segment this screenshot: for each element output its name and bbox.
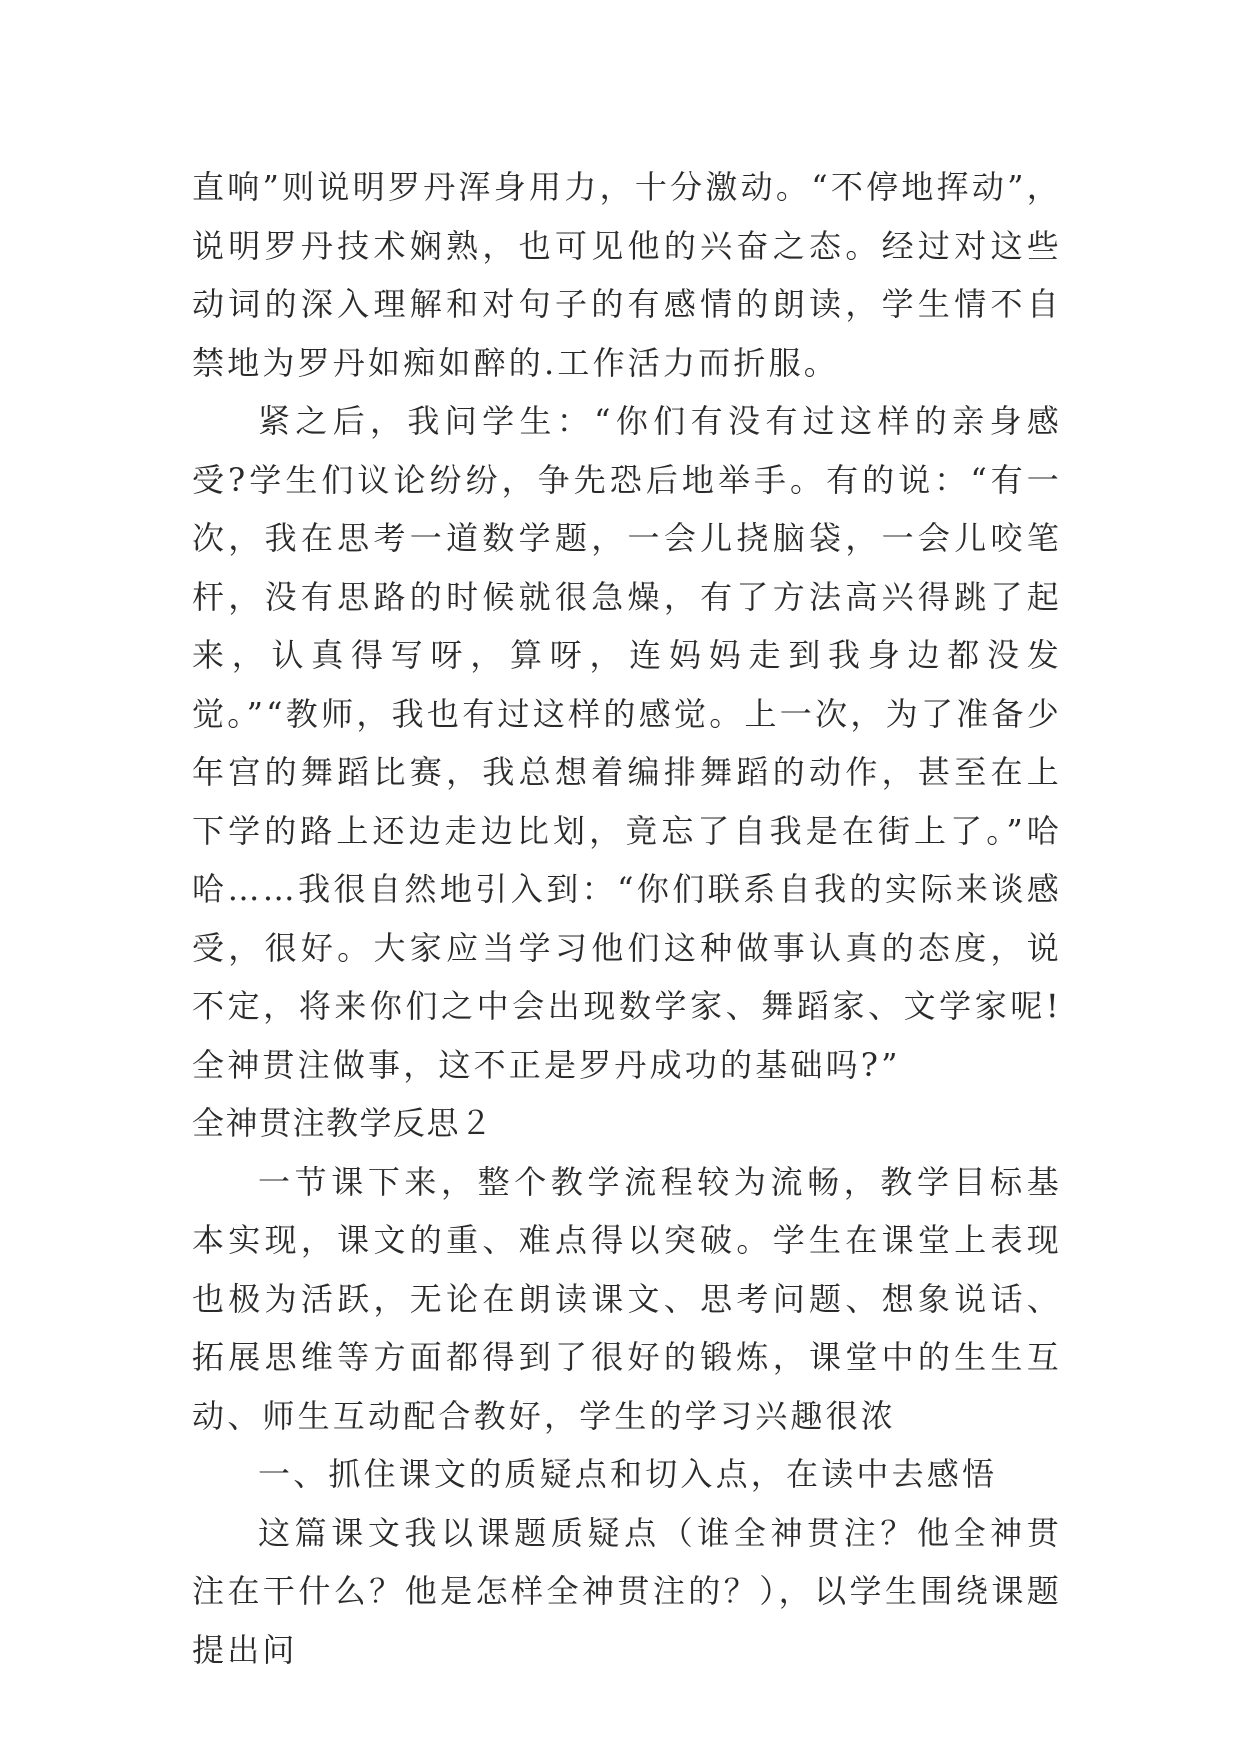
paragraph-continuation: 直响”则说明罗丹浑身用力，十分激动。“不停地挥动”，说明罗丹技术娴熟，也可见他的兴奋之态。经过对这些动词的深入理解和对句子的有感情的朗读，学生情不自禁地为罗丹如痴如醉的.工作活力而折服。: [192, 168, 1062, 382]
section-heading: 全神贯注教学反思２: [192, 1104, 494, 1142]
subheading-point-one: 一、抓住课文的质疑点和切入点，在读中去感悟: [258, 1455, 998, 1493]
paragraph-student-experience: 紧之后，我问学生：“你们有没有过这样的亲身感受?学生们议论纷纷，争先恐后地举手。有的说：“有一次，我在思考一道数学题，一会儿挠脑袋，一会儿咬笔杆，没有思路的时候就很急燥，有了方法高兴得跳了起来，认真得写呀，算呀，连妈妈走到我身边都没发觉。”“教师，我也有过这样的感觉。上一次，为了准备少年宫的舞蹈比赛，我总想着编排舞蹈的动作，甚至在上下学的路上还边走边比划，竟忘了自我是在街上了。”哈哈……我很自然地引入到：“你们联系自我的实际来谈感受，很好。大家应当学习他们这种做事认真的态度，说不定，将来你们之中会出现数学家、舞蹈家、文学家呢!全神贯注做事，这不正是罗丹成功的基础吗?”: [192, 402, 1062, 1084]
paragraph-lesson-summary: 一节课下来，整个教学流程较为流畅，教学目标基本实现，课文的重、难点得以突破。学生在课堂上表现也极为活跃，无论在朗读课文、思考问题、想象说话、拓展思维等方面都得到了很好的锻炼，课堂中的生生互动、师生互动配合教好，学生的学习兴趣很浓: [192, 1162, 1062, 1435]
paragraph-title-questions: 这篇课文我以课题质疑点（谁全神贯注？他全神贯注在干什么？他是怎样全神贯注的？），以学生围绕课题提出问: [192, 1513, 1062, 1669]
document-body: [192, 158, 1062, 1679]
